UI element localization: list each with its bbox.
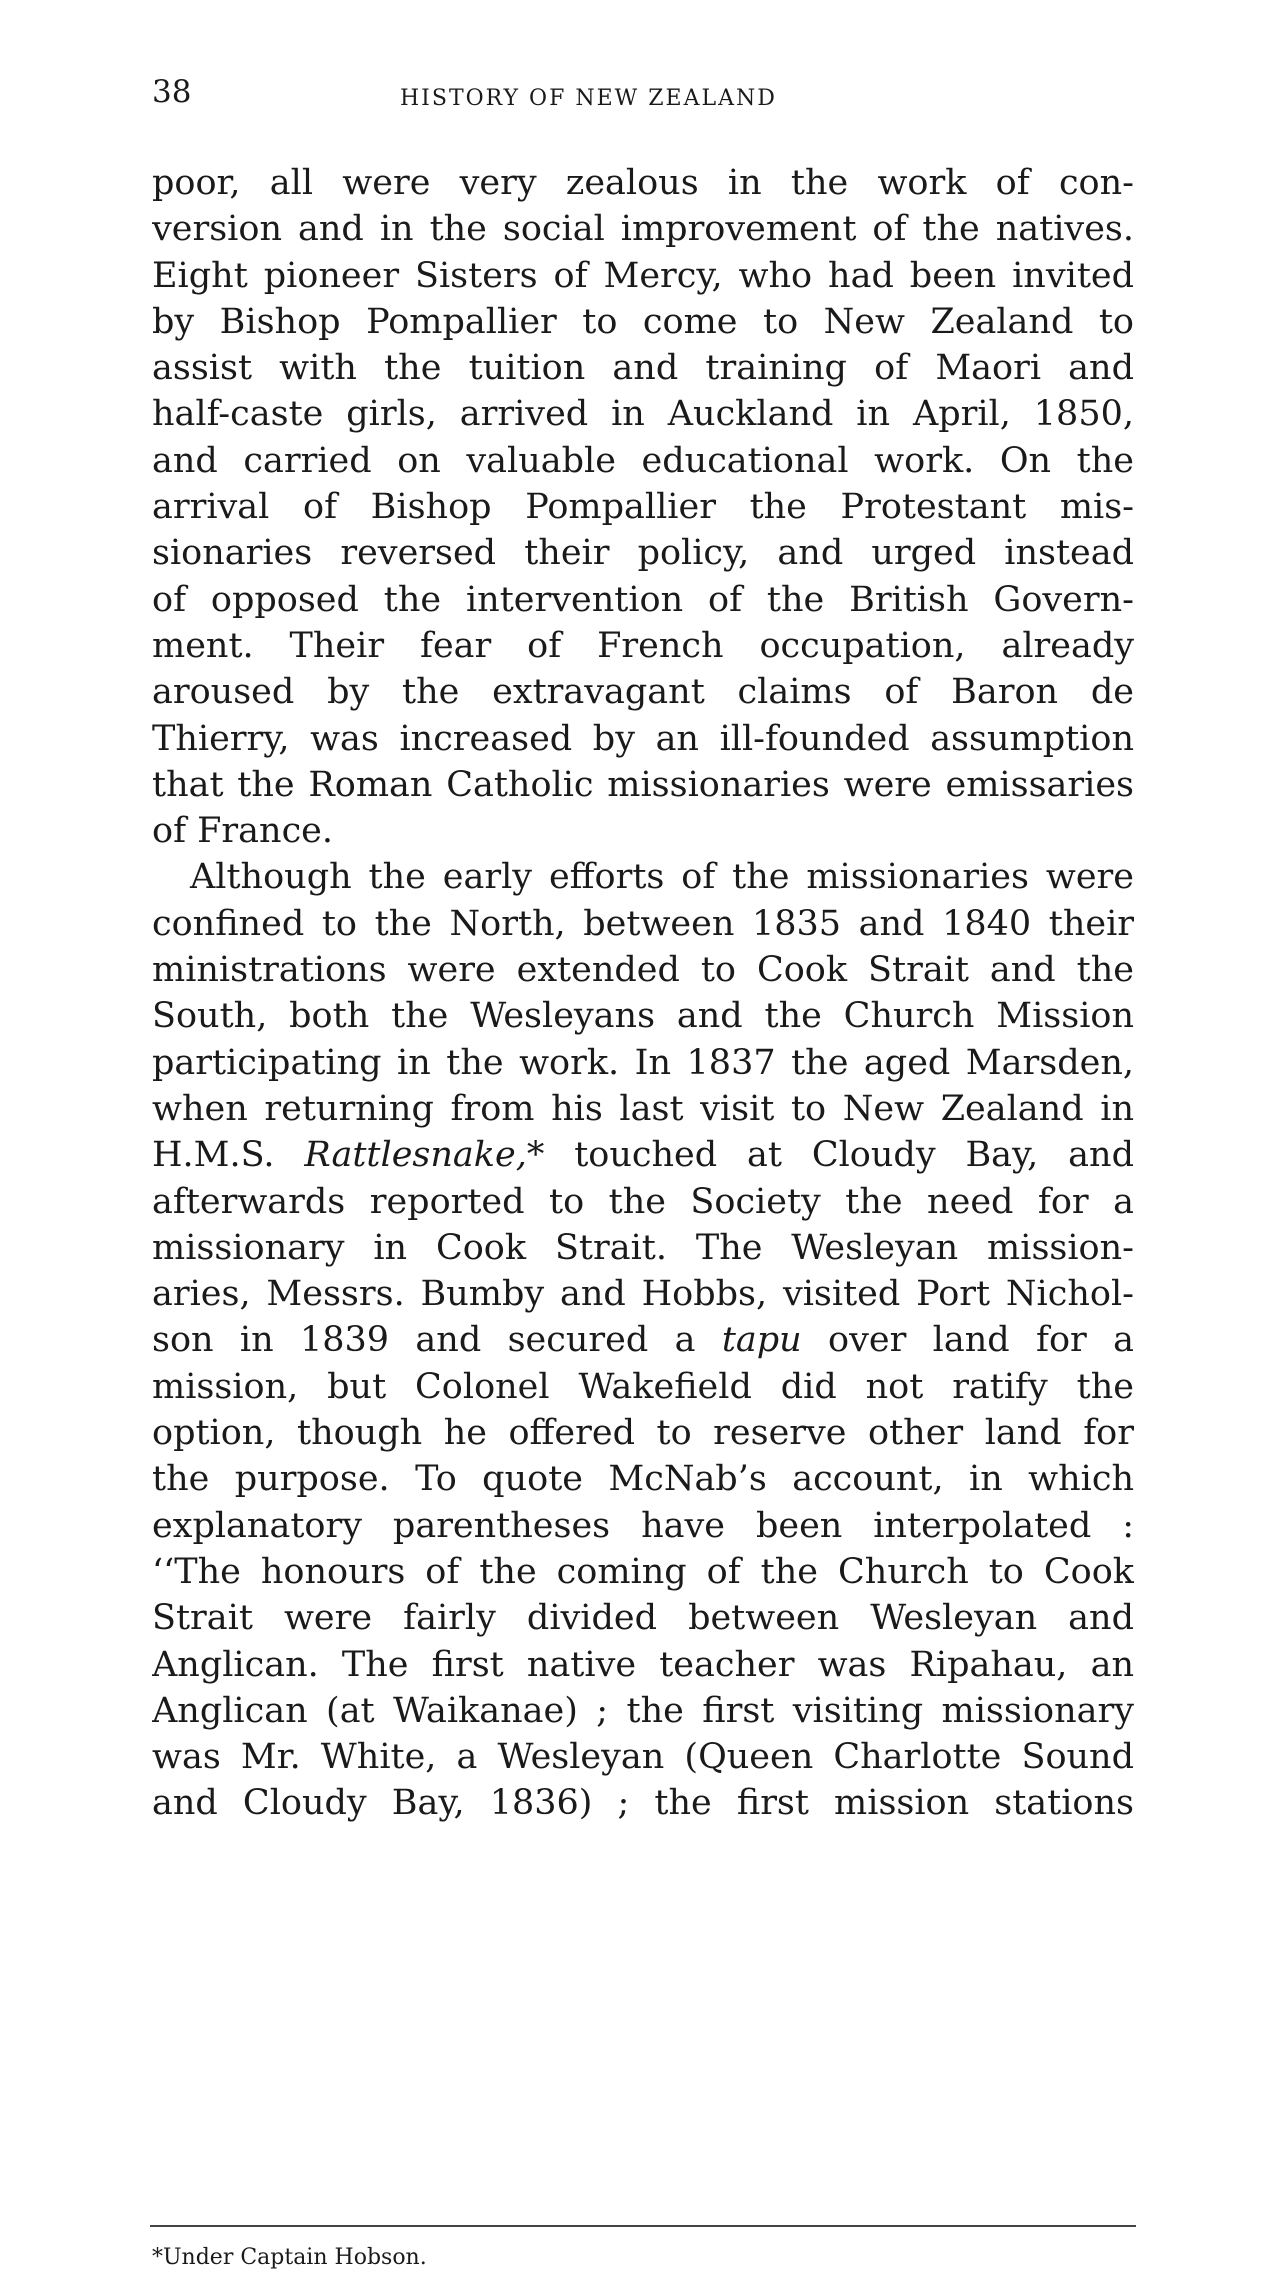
text-line: poor, all were very zealous in the work of con- bbox=[152, 163, 1134, 203]
text-line: and carried on valuable educational work. On the bbox=[152, 440, 1134, 481]
text-line: confined to the North, between 1835 and 1840 their bbox=[152, 903, 1134, 944]
text-segment: * touched at Cloudy Bay, and bbox=[526, 1135, 1134, 1176]
text-line: missionary in Cook Strait. The Wesleyan mission- bbox=[152, 1227, 1134, 1268]
text-line: arrival of Bishop Pompallier the Protestant mis- bbox=[152, 487, 1134, 528]
maori-term-italic: tapu bbox=[721, 1320, 802, 1361]
text-segment: H.M.S. bbox=[152, 1135, 305, 1176]
text-line: option, though he offered to reserve other land for bbox=[152, 1413, 1134, 1454]
text-line: ment. Their fear of French occupation, already bbox=[152, 625, 1134, 666]
text-line: Strait were fairly divided between Wesleyan and bbox=[152, 1598, 1134, 1639]
text-line: afterwards reported to the Society the need for a bbox=[152, 1181, 1134, 1222]
text-line: South, both the Wesleyans and the Church Mission bbox=[152, 996, 1134, 1037]
text-line: sionaries reversed their policy, and urged instead bbox=[152, 533, 1134, 574]
text-line: Anglican (at Waikanae) ; the first visiting missionary bbox=[152, 1690, 1134, 1731]
body-text bbox=[152, 160, 1134, 1827]
text-line: the purpose. To quote McNab’s account, in which bbox=[152, 1459, 1134, 1500]
text-line: Thierry, was increased by an ill-founded assumption bbox=[152, 718, 1134, 759]
text-line: when returning from his last visit to New Zealand in bbox=[152, 1088, 1134, 1129]
footnote: *Under Captain Hobson. bbox=[152, 2245, 427, 2270]
text-line: mission, but Colonel Wakefield did not ratify the bbox=[152, 1366, 1134, 1407]
text-line: participating in the work. In 1837 the aged Marsden, bbox=[152, 1042, 1134, 1083]
paragraph-start-line: Although the early efforts of the missionaries were bbox=[190, 857, 1134, 898]
text-line-with-italic bbox=[152, 1317, 1134, 1363]
footnote-divider bbox=[150, 2225, 1136, 2227]
page-header bbox=[152, 74, 1134, 118]
ship-name-italic: Rattlesnake, bbox=[304, 1135, 527, 1176]
text-segment: over land for a bbox=[801, 1320, 1134, 1361]
text-line: ‘‘The honours of the coming of the Church to Cook bbox=[152, 1551, 1134, 1592]
text-line: Anglican. The first native teacher was Ripahau, an bbox=[152, 1644, 1134, 1685]
text-line: assist with the tuition and training of Maori and bbox=[152, 348, 1134, 389]
text-line: and Cloudy Bay, 1836) ; the first mission stations bbox=[152, 1783, 1134, 1824]
text-line: explanatory parentheses have been interpolated : bbox=[152, 1505, 1134, 1546]
text-line: that the Roman Catholic missionaries were emissaries bbox=[152, 764, 1134, 805]
text-line: was Mr. White, a Wesleyan (Queen Charlotte Sound bbox=[152, 1737, 1134, 1778]
text-line: ministrations were extended to Cook Strait and the bbox=[152, 950, 1134, 991]
text-line-with-italic bbox=[152, 1132, 1134, 1178]
text-line: version and in the social improvement of the natives. bbox=[152, 209, 1134, 250]
text-line: half-caste girls, arrived in Auckland in April, 1850, bbox=[152, 394, 1134, 435]
text-line: Eight pioneer Sisters of Mercy, who had been invited bbox=[152, 255, 1134, 296]
text-line: aries, Messrs. Bumby and Hobbs, visited Port Nichol- bbox=[152, 1274, 1134, 1315]
text-line: by Bishop Pompallier to come to New Zealand to bbox=[152, 301, 1134, 342]
text-line: of opposed the intervention of the British Govern- bbox=[152, 579, 1134, 620]
running-title: HISTORY OF NEW ZEALAND bbox=[400, 86, 777, 111]
page-number: 38 bbox=[152, 74, 192, 110]
text-line: of France. bbox=[152, 811, 334, 852]
text-segment: son in 1839 and secured a bbox=[152, 1320, 722, 1361]
text-line: aroused by the extravagant claims of Baron de bbox=[152, 672, 1134, 713]
